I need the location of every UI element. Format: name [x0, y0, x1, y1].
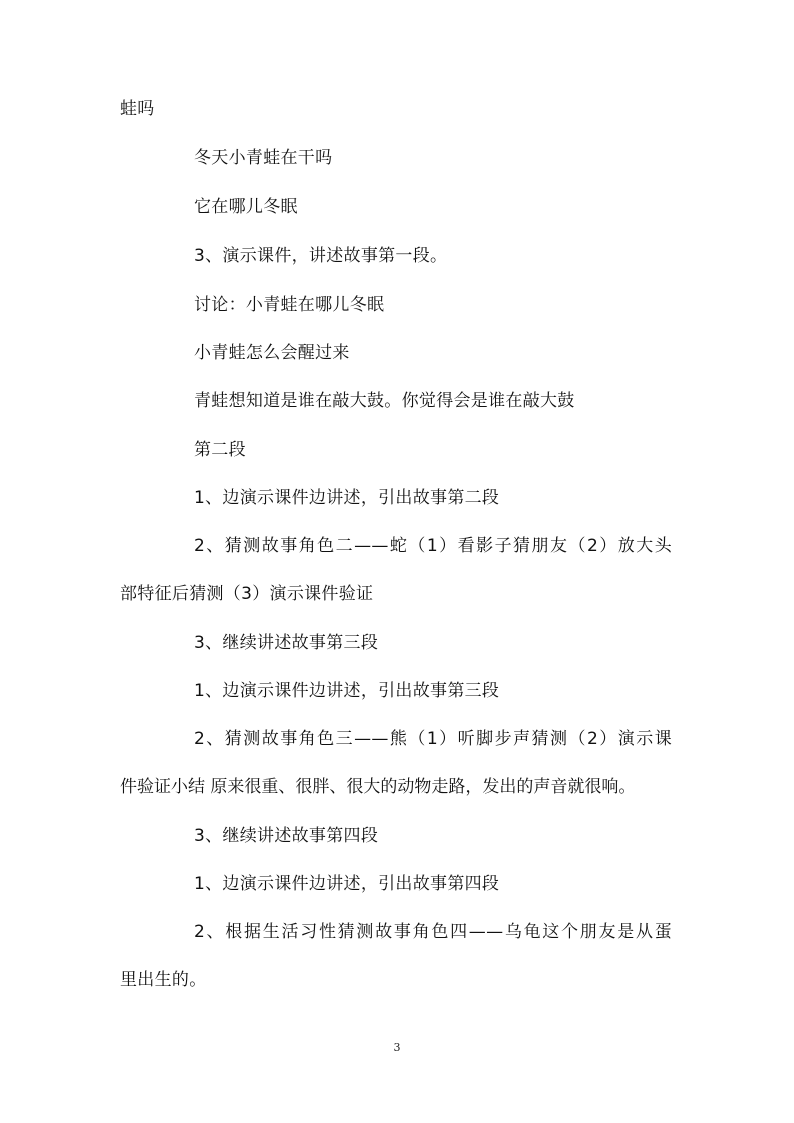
text-line-12: 3、继续讲述故事第三段 — [194, 633, 379, 653]
text-line-7: 青蛙想知道是谁在敲大鼓。你觉得会是谁在敲大鼓 — [194, 391, 575, 411]
text-line-10: 2、猜测故事角色二——蛇（1）看影子猜朋友（2）放大头 — [194, 536, 672, 556]
text-line-3: 它在哪儿冬眠 — [194, 197, 298, 217]
text-line-15: 件验证小结 原来很重、很胖、很大的动物走路，发出的声音就很响。 — [120, 777, 636, 797]
text-line-6: 小青蛙怎么会醒过来 — [194, 343, 350, 363]
text-line-16: 3、继续讲述故事第四段 — [194, 826, 379, 846]
text-line-18: 2、根据生活习性猜测故事角色四——乌龟这个朋友是从蛋 — [194, 922, 672, 942]
text-line-11: 部特征后猜测（3）演示课件验证 — [120, 584, 374, 604]
text-line-14: 2、猜测故事角色三——熊（1）听脚步声猜测（2）演示课 — [194, 729, 672, 749]
text-line-2: 冬天小青蛙在干吗 — [194, 148, 333, 168]
text-line-13: 1、边演示课件边讲述，引出故事第三段 — [194, 681, 500, 701]
text-line-4: 3、演示课件，讲述故事第一段。 — [194, 246, 448, 266]
text-line-9: 1、边演示课件边讲述，引出故事第二段 — [194, 488, 500, 508]
page-number: 3 — [393, 1041, 401, 1054]
text-line-17: 1、边演示课件边讲述，引出故事第四段 — [194, 874, 500, 894]
text-line-19: 里出生的。 — [120, 970, 207, 990]
text-line-5: 讨论：小青蛙在哪儿冬眠 — [194, 295, 385, 315]
text-line-1: 蛙吗 — [120, 99, 155, 119]
text-line-8: 第二段 — [194, 440, 246, 460]
